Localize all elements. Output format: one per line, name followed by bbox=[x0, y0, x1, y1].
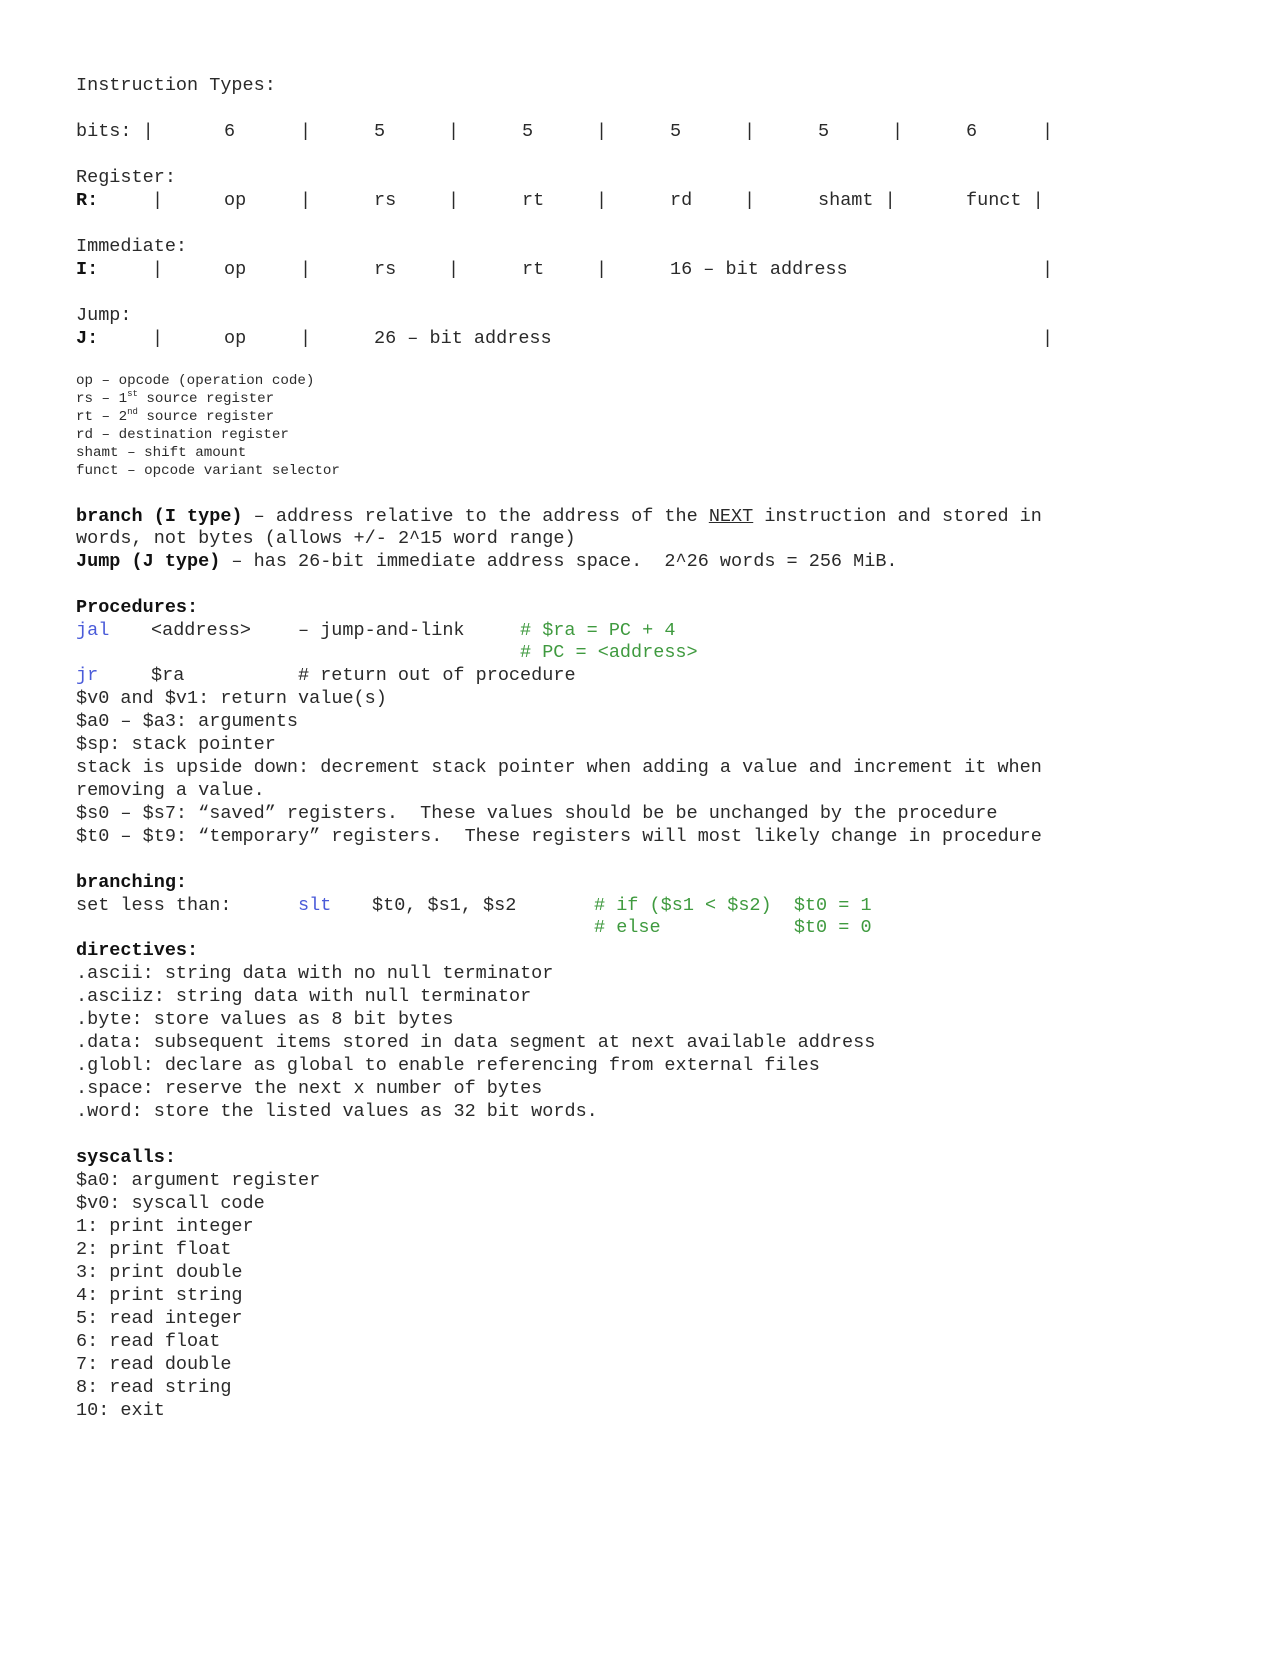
jr-keyword: jr bbox=[76, 665, 99, 686]
field-rs: rs bbox=[374, 259, 397, 280]
jr-line bbox=[76, 665, 1176, 687]
bits-cell: | bbox=[892, 121, 904, 142]
legend-shamt: shamt – shift amount bbox=[76, 445, 247, 461]
bits-label: bits: | bbox=[76, 121, 154, 142]
r-format-row bbox=[76, 190, 1176, 212]
directive-item: .byte: store values as 8 bit bytes bbox=[76, 1009, 454, 1030]
syscalls-heading: syscalls: bbox=[76, 1147, 176, 1168]
slt-label: set less than: bbox=[76, 895, 232, 916]
procedures-line: removing a value. bbox=[76, 780, 265, 801]
syscall-item: $a0: argument register bbox=[76, 1170, 321, 1191]
directive-item: .asciiz: string data with null terminator bbox=[76, 986, 532, 1007]
legend-rs: rs – 1st source register bbox=[76, 389, 275, 407]
jal-keyword: jal bbox=[76, 620, 110, 641]
i-format-row bbox=[76, 259, 1176, 281]
syscall-item: 6: read float bbox=[76, 1331, 221, 1352]
field-divider: | bbox=[1042, 259, 1054, 280]
legend-rt: rt – 2nd source register bbox=[76, 407, 275, 425]
field-rs: rs bbox=[374, 190, 397, 211]
jal-comment-2: # PC = <address> bbox=[520, 642, 698, 663]
jump-heading: Jump: bbox=[76, 305, 132, 326]
procedures-line: $s0 – $s7: “saved” registers. These values should be be unchanged by the procedure bbox=[76, 803, 998, 824]
slt-line bbox=[76, 895, 1176, 917]
jal-desc: – jump-and-link bbox=[298, 620, 465, 641]
field-shamt: shamt | bbox=[818, 190, 896, 211]
register-heading: Register: bbox=[76, 167, 176, 188]
bits-cell: | bbox=[744, 121, 756, 142]
slt-comment: # if ($s1 < $s2) $t0 = 1 bbox=[594, 895, 872, 916]
field-divider: | bbox=[300, 328, 312, 349]
jump-title: Jump (J type) bbox=[76, 551, 221, 572]
bits-cell: 5 bbox=[818, 121, 830, 142]
bits-cell: 6 bbox=[966, 121, 978, 142]
j-format-row bbox=[76, 328, 1176, 350]
jal-line-2 bbox=[76, 642, 1176, 664]
field-rt: rt bbox=[522, 259, 545, 280]
syscall-item: 3: print double bbox=[76, 1262, 243, 1283]
field-address: 16 – bit address bbox=[670, 259, 848, 280]
bits-cell: 5 bbox=[374, 121, 386, 142]
field-divider: | bbox=[152, 328, 164, 349]
syscall-item: 2: print float bbox=[76, 1239, 232, 1260]
legend-op: op – opcode (operation code) bbox=[76, 373, 315, 389]
bits-cell: 5 bbox=[670, 121, 682, 142]
procedures-heading: Procedures: bbox=[76, 597, 199, 618]
field-divider: | bbox=[448, 190, 460, 211]
syscall-item: 10: exit bbox=[76, 1400, 165, 1421]
slt-comment-2: # else $t0 = 0 bbox=[594, 917, 872, 938]
field-divider: | bbox=[152, 190, 164, 211]
bits-cell: | bbox=[300, 121, 312, 142]
slt-args: $t0, $s1, $s2 bbox=[372, 895, 517, 916]
next-emphasis: NEXT bbox=[708, 506, 754, 527]
syscall-item: 7: read double bbox=[76, 1354, 232, 1375]
immediate-heading: Immediate: bbox=[76, 236, 188, 257]
directives-heading: directives: bbox=[76, 940, 199, 961]
syscall-item: 5: read integer bbox=[76, 1308, 243, 1329]
directive-item: .space: reserve the next x number of bytes bbox=[76, 1078, 543, 1099]
bits-cell: | bbox=[1042, 121, 1054, 142]
branch-note: branch (I type) – address relative to the address of the NEXT instruction and stored in bbox=[76, 506, 1042, 527]
bits-cell: | bbox=[596, 121, 608, 142]
field-divider: | bbox=[300, 190, 312, 211]
bits-cell: | bbox=[448, 121, 460, 142]
field-op: op bbox=[224, 328, 247, 349]
directive-item: .globl: declare as global to enable referencing from external files bbox=[76, 1055, 820, 1076]
procedures-line: $sp: stack pointer bbox=[76, 734, 276, 755]
procedures-line: $a0 – $a3: arguments bbox=[76, 711, 299, 732]
field-rd: rd bbox=[670, 190, 693, 211]
field-funct: funct | bbox=[966, 190, 1044, 211]
syscall-item: 4: print string bbox=[76, 1285, 243, 1306]
field-divider: | bbox=[300, 259, 312, 280]
jr-comment: # return out of procedure bbox=[298, 665, 576, 686]
bits-cell: 5 bbox=[522, 121, 534, 142]
directive-item: .ascii: string data with no null terminator bbox=[76, 963, 554, 984]
field-op: op bbox=[224, 259, 247, 280]
instruction-types-heading: Instruction Types: bbox=[76, 75, 276, 96]
jal-line bbox=[76, 620, 1176, 642]
jal-comment: # $ra = PC + 4 bbox=[520, 620, 676, 641]
jr-arg: $ra bbox=[151, 665, 185, 686]
field-divider: | bbox=[744, 190, 756, 211]
syscall-item: 8: read string bbox=[76, 1377, 232, 1398]
syscall-item: 1: print integer bbox=[76, 1216, 254, 1237]
branch-note-line2: words, not bytes (allows +/- 2^15 word range) bbox=[76, 528, 576, 549]
branching-heading: branching: bbox=[76, 872, 188, 893]
procedures-line: $t0 – $t9: “temporary” registers. These registers will most likely change in procedure bbox=[76, 826, 1042, 847]
field-divider: | bbox=[596, 190, 608, 211]
field-divider: | bbox=[1042, 328, 1054, 349]
field-divider: | bbox=[596, 259, 608, 280]
legend-rd: rd – destination register bbox=[76, 427, 289, 443]
procedures-line: $v0 and $v1: return value(s) bbox=[76, 688, 387, 709]
branch-title: branch (I type) bbox=[76, 506, 243, 527]
slt-keyword: slt bbox=[298, 895, 332, 916]
field-rt: rt bbox=[522, 190, 545, 211]
i-format-label: I: bbox=[76, 259, 99, 280]
field-divider: | bbox=[152, 259, 164, 280]
directive-item: .data: subsequent items stored in data segment at next available address bbox=[76, 1032, 876, 1053]
jump-note: Jump (J type) – has 26-bit immediate address space. 2^26 words = 256 MiB. bbox=[76, 551, 898, 572]
procedures-line: stack is upside down: decrement stack pointer when adding a value and increment it when bbox=[76, 757, 1042, 778]
legend-funct: funct – opcode variant selector bbox=[76, 463, 340, 479]
bits-row bbox=[76, 121, 1176, 143]
slt-line-2 bbox=[76, 917, 1176, 939]
field-divider: | bbox=[448, 259, 460, 280]
field-address: 26 – bit address bbox=[374, 328, 552, 349]
r-format-label: R: bbox=[76, 190, 99, 211]
syscall-item: $v0: syscall code bbox=[76, 1193, 265, 1214]
j-format-label: J: bbox=[76, 328, 99, 349]
directive-item: .word: store the listed values as 32 bit words. bbox=[76, 1101, 598, 1122]
jal-arg: <address> bbox=[151, 620, 251, 641]
bits-cell: 6 bbox=[224, 121, 236, 142]
field-op: op bbox=[224, 190, 247, 211]
